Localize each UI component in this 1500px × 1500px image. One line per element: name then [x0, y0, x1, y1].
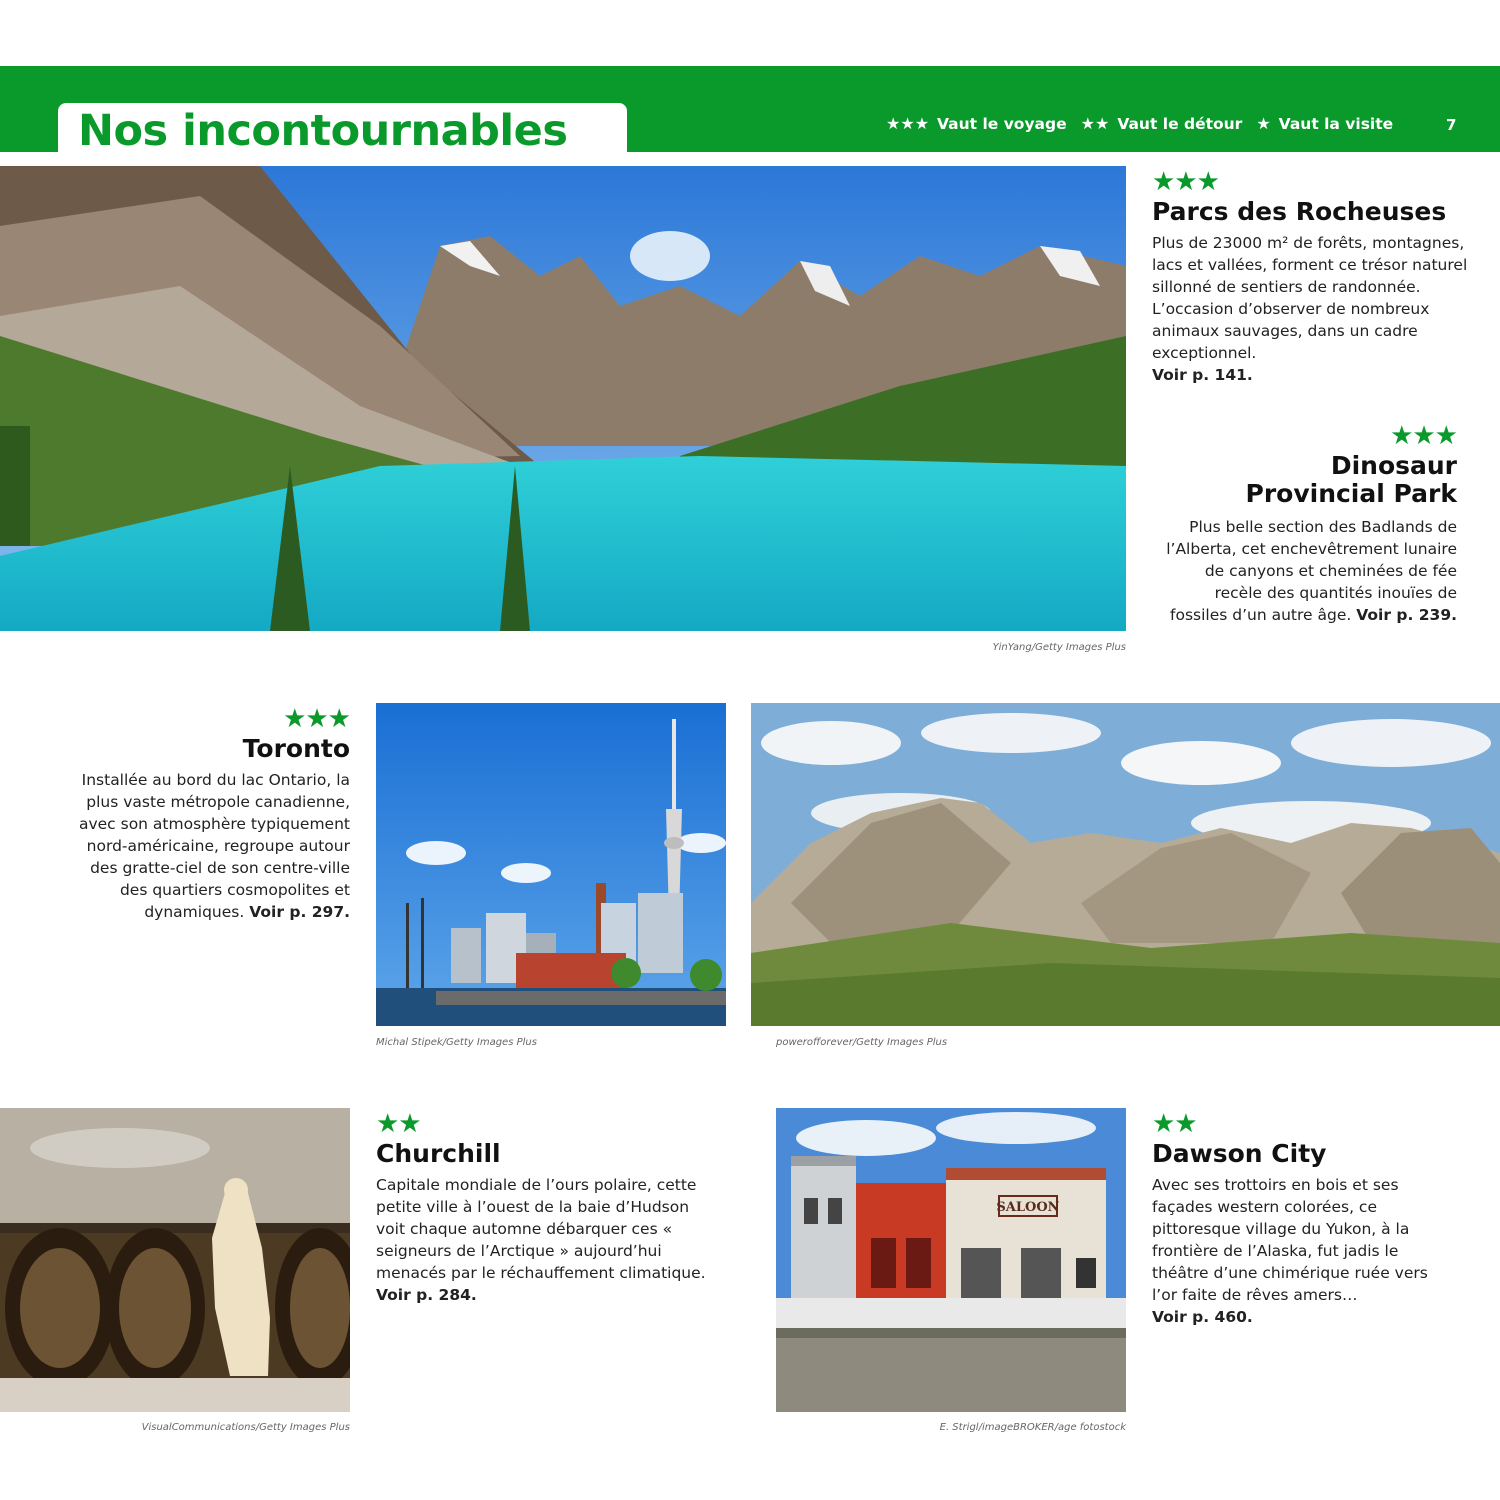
entry-title [1160, 452, 1457, 508]
three-stars-icon: ★★★ [1152, 167, 1219, 197]
page-reference: Voir p. 460. [1152, 1308, 1253, 1326]
three-stars-icon: ★★★ [283, 704, 350, 734]
saloon-sign: SALOON [996, 1200, 1060, 1215]
entry-description [1160, 516, 1457, 626]
page-number: 7 [1446, 116, 1457, 134]
page-reference: Voir p. 141. [1152, 366, 1253, 384]
photo-credit-badlands: powerofforever/Getty Images Plus [776, 1037, 948, 1048]
entry-text: Plus de 23000 m² de forêts, montagnes, lacs et vallées, forment ce trésor naturel sillonné de sentiers de randonnée. L’occasion d’observer de nombreux animaux sauvages, dans un cadre exceptionnel. [1152, 234, 1468, 362]
entry-title: Dawson City [1152, 1139, 1327, 1168]
entry-toronto [60, 705, 350, 923]
entry-description [1152, 232, 1472, 386]
entry-dawson-city [1152, 1110, 1452, 1328]
entry-text: Installée au bord du lac Ontario, la plus vaste métropole canadienne, avec son atmosphère typiquement nord-américaine, regroupe autour des gratte-ciel de son centre-ville des quartiers cosmopolites et dynamiques. [78, 771, 350, 921]
legend-item-one-star [1256, 114, 1393, 133]
two-stars-icon: ★★ [1080, 114, 1110, 133]
entry-text: Avec ses trottoirs en bois et ses façades western colorées, ce pittoresque village du Yukon, à la frontière de l’Alaska, fut jadis le théâtre d’une chimérique ruée vers l’or faite de rêves amers… [1152, 1176, 1428, 1304]
entry-title-line: Provincial Park [1245, 479, 1457, 508]
entry-title: Churchill [376, 1139, 501, 1168]
two-stars-icon: ★★ [1152, 1109, 1197, 1139]
three-stars-icon: ★★★ [886, 114, 930, 133]
three-stars-icon: ★★★ [1390, 421, 1457, 451]
legend-item-two-stars [1081, 114, 1243, 133]
page-title: Nos incontournables [78, 106, 568, 156]
entry-title: Parcs des Rocheuses [1152, 197, 1447, 226]
entry-churchill [376, 1110, 716, 1306]
photo-credit-dawson: E. Strigl/imageBROKER/age fotostock [939, 1422, 1126, 1433]
entry-title-line: Dinosaur [1330, 451, 1457, 480]
entry-text: Capitale mondiale de l’ours polaire, cette petite ville à l’ouest de la baie d’Hudson voit chaque automne débarquer ces « seigneurs de l’Arctique » aujourd’hui menacés par le réchauffement climatique. [376, 1176, 706, 1282]
legend-item-three-stars [886, 114, 1067, 133]
entry-description [1152, 1174, 1452, 1328]
photo-credit-toronto: Michal Stipek/Getty Images Plus [376, 1037, 537, 1048]
entry-title: Toronto [242, 734, 350, 763]
entry-description [376, 1174, 716, 1306]
legend-label: Vaut le détour [1117, 114, 1243, 133]
legend-label: Vaut le voyage [937, 114, 1067, 133]
photo-badlands [751, 703, 1500, 1026]
photo-toronto [376, 703, 726, 1026]
entry-rocheuses [1152, 168, 1472, 386]
one-star-icon: ★ [1256, 114, 1271, 133]
photo-churchill [0, 1108, 350, 1412]
entry-text: Plus belle section des Badlands de l’Alberta, cet enchevêtrement lunaire de canyons et cheminées de fée recèle des quantités inouïes de fossiles d’un autre âge. [1166, 518, 1457, 624]
page-reference: Voir p. 297. [249, 903, 350, 921]
page-reference: Voir p. 239. [1356, 606, 1457, 624]
entry-description [60, 769, 350, 923]
photo-credit-lake: YinYang/Getty Images Plus [992, 642, 1126, 653]
entry-dinosaur [1160, 422, 1457, 626]
photo-credit-churchill: VisualCommunications/Getty Images Plus [141, 1422, 350, 1433]
page-reference: Voir p. 284. [376, 1286, 477, 1304]
photo-dawson-city [776, 1108, 1126, 1412]
photo-moraine-lake [0, 166, 1126, 631]
two-stars-icon: ★★ [376, 1109, 421, 1139]
rating-legend [886, 114, 1393, 133]
legend-label: Vaut la visite [1278, 114, 1394, 133]
